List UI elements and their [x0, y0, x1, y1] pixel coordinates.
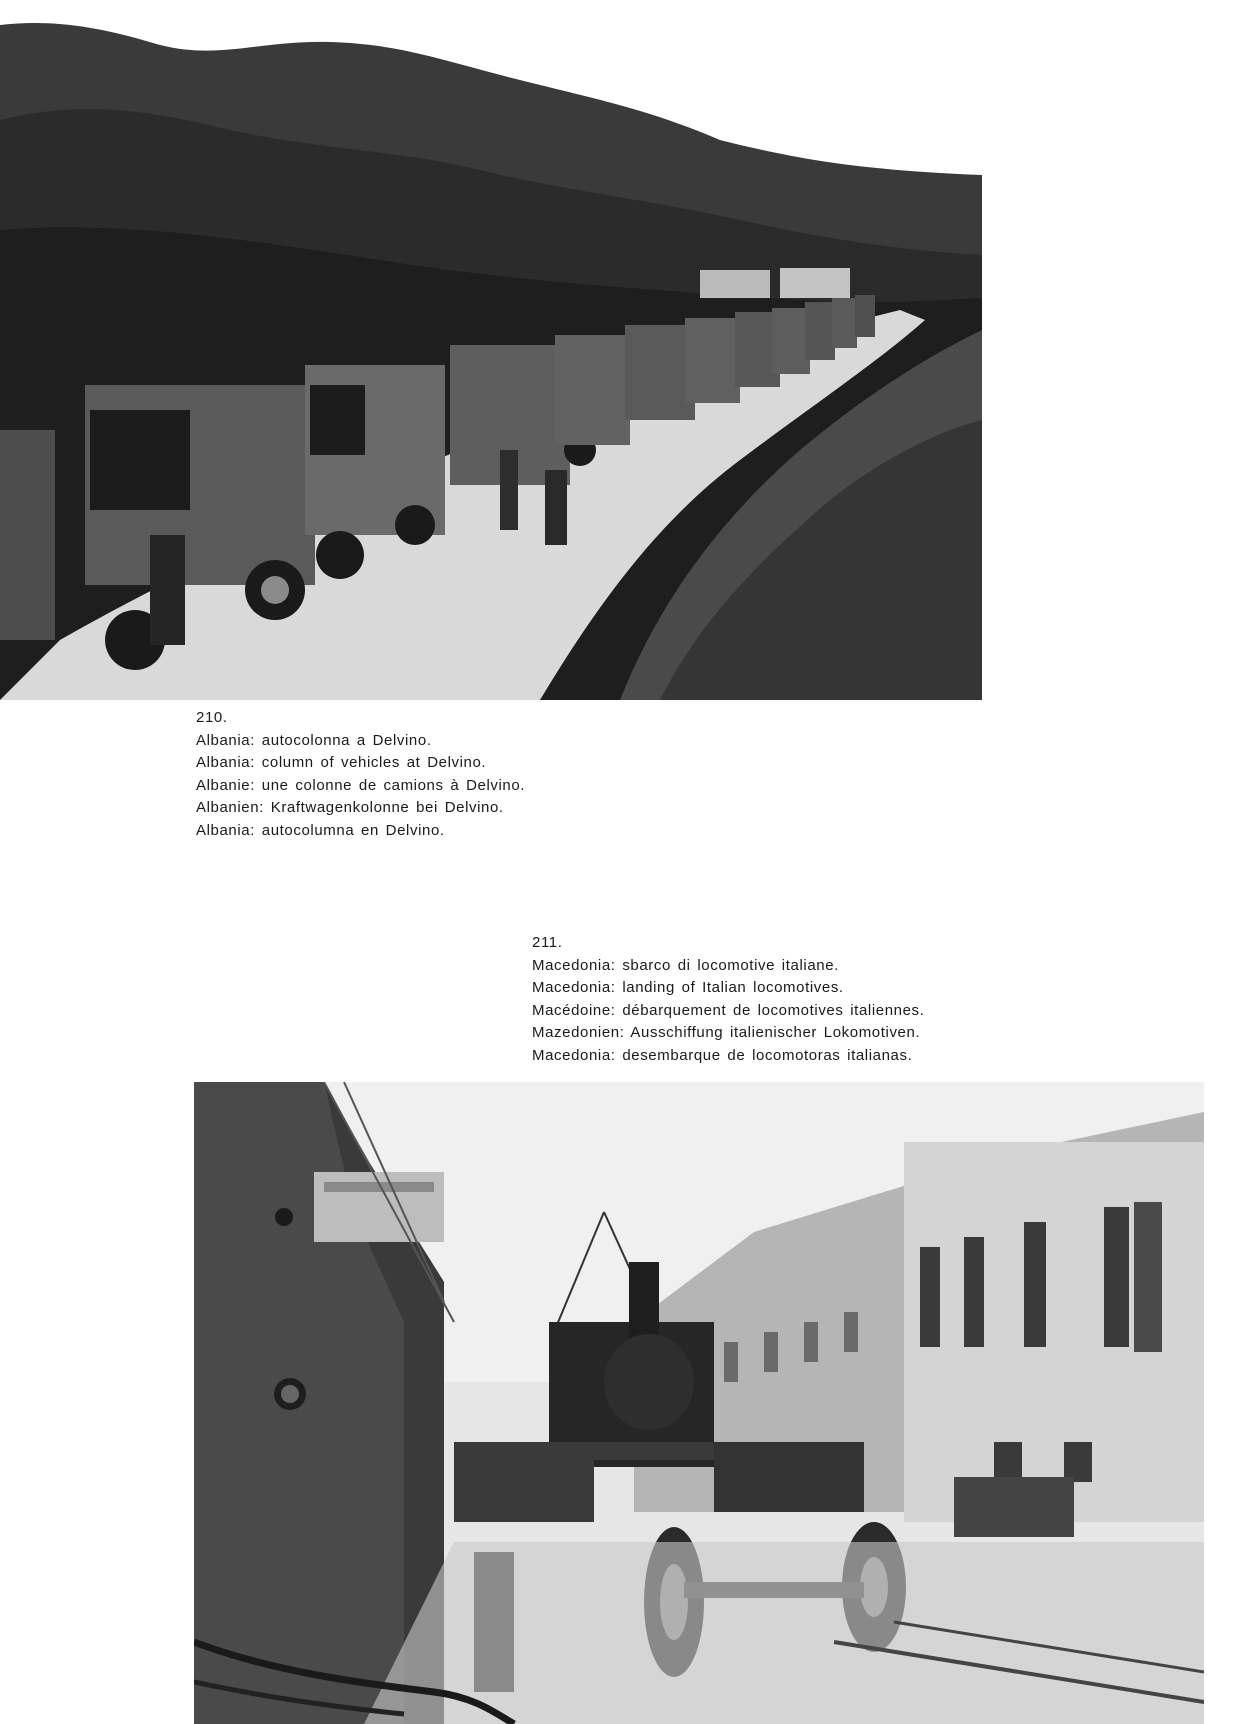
- caption-figure-210: [196, 707, 525, 842]
- photo-vehicle-column-image: [0, 0, 982, 700]
- photo-locomotive-landing: [194, 1082, 1204, 1724]
- caption-figure-211: [532, 932, 924, 1067]
- caption-english: Macedonia: landing of Italian locomotives.: [532, 979, 844, 996]
- photo-vehicle-column: [0, 0, 982, 700]
- caption-french: Albanie: une colonne de camions à Delvino.: [196, 776, 526, 794]
- figure-number: 210.: [196, 709, 228, 726]
- caption-german: Mazedonien: Ausschiffung italienischer Lokomotiven.: [532, 1024, 921, 1041]
- caption-italian: Albania: autocolonna a Delvino.: [196, 731, 432, 749]
- caption-spanish: Macedonia: desembarque de locomotoras italianas.: [532, 1046, 913, 1064]
- photo-locomotive-landing-image: [194, 1082, 1204, 1724]
- caption-english: Albania: column of vehicles at Delvino.: [196, 754, 487, 771]
- caption-spanish: Albania: autocolumna en Delvino.: [196, 821, 445, 839]
- caption-german: Albanien: Kraftwagenkolonne bei Delvino.: [196, 799, 504, 816]
- caption-french: Macédoine: débarquement de locomotives italiennes.: [532, 1001, 925, 1019]
- figure-number: 211.: [532, 934, 563, 951]
- caption-italian: Macedonia: sbarco di locomotive italiane.: [532, 956, 839, 974]
